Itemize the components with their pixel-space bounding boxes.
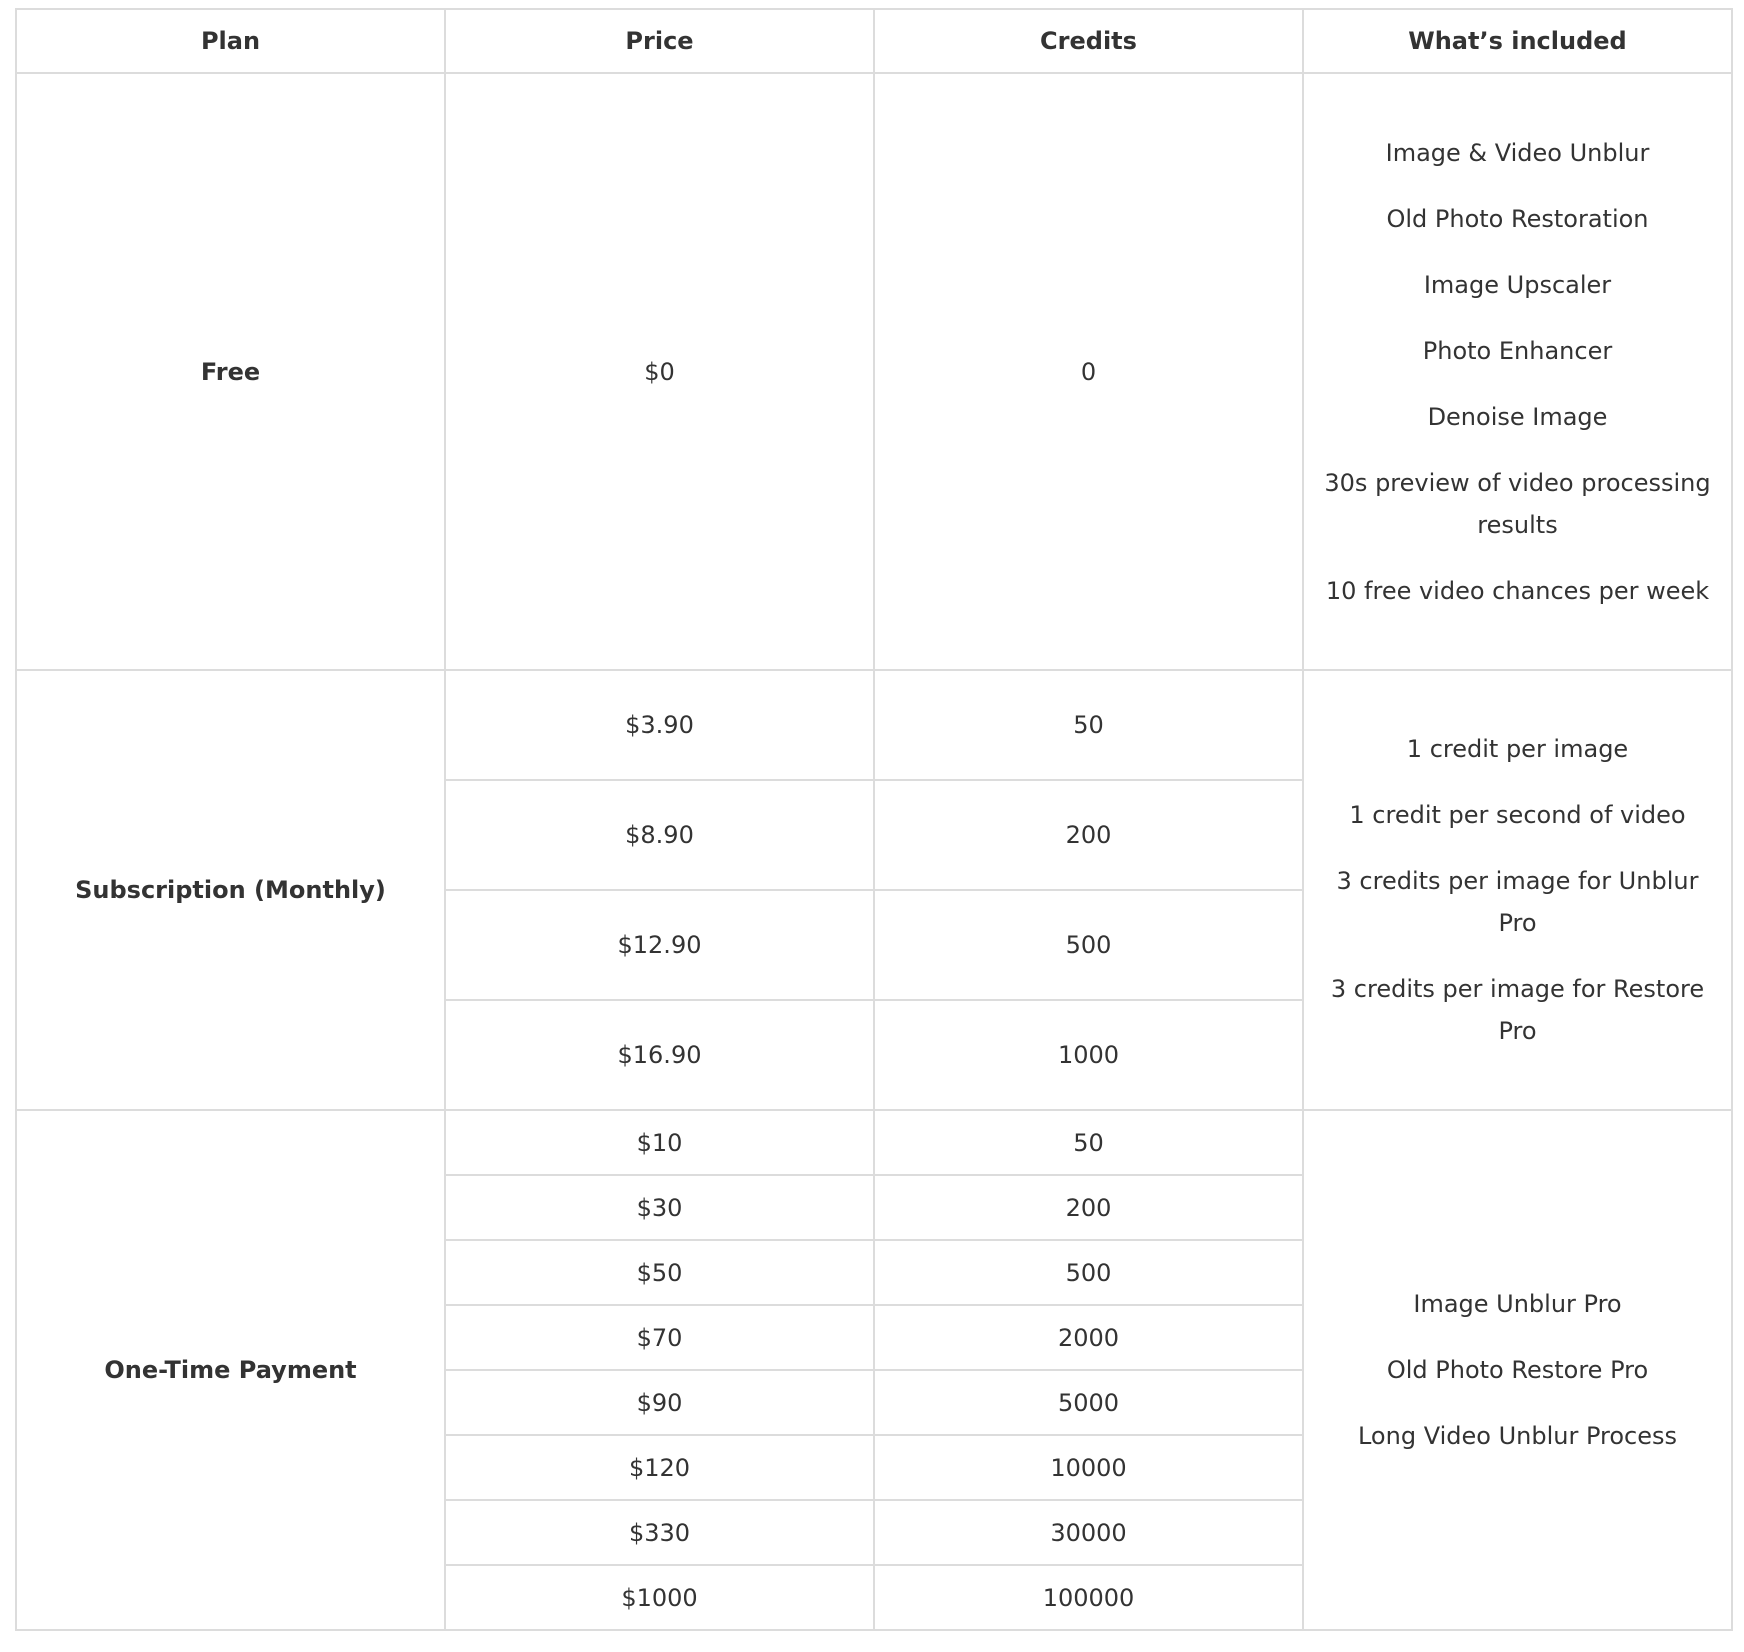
credits: 2000 (874, 1305, 1303, 1370)
included-features (1303, 73, 1732, 670)
feature-item: 10 free video chances per week (1325, 576, 1710, 605)
feature-item: Denoise Image (1427, 402, 1608, 431)
price: $70 (445, 1305, 874, 1370)
price: $90 (445, 1370, 874, 1435)
feature-item: 1 credit per image (1406, 735, 1629, 763)
price: $330 (445, 1500, 874, 1565)
price: $8.90 (445, 780, 874, 890)
credits: 10000 (874, 1435, 1303, 1500)
feature-item: Image Unblur Pro (1413, 1290, 1622, 1318)
price: $50 (445, 1240, 874, 1305)
plan-name: One-Time Payment (16, 1110, 445, 1630)
included-features (1303, 1110, 1732, 1630)
credits: 100000 (874, 1565, 1303, 1630)
feature-item: 1 credit per second of video (1349, 801, 1686, 829)
feature-item: Old Photo Restoration (1386, 204, 1649, 233)
feature-item: 3 credits per image for Unblur Pro (1336, 867, 1699, 937)
price: $1000 (445, 1565, 874, 1630)
header-price: Price (445, 9, 874, 73)
price: $16.90 (445, 1000, 874, 1110)
table-row (16, 73, 1732, 670)
feature-item: Photo Enhancer (1422, 336, 1613, 365)
price: $10 (445, 1110, 874, 1175)
feature-item: 30s preview of video processing results (1324, 468, 1711, 539)
header-plan: Plan (16, 9, 445, 73)
feature-item: Image & Video Unblur (1385, 138, 1650, 167)
table-row (16, 670, 1732, 780)
credits: 1000 (874, 1000, 1303, 1110)
credits: 500 (874, 890, 1303, 1000)
price: $3.90 (445, 670, 874, 780)
plan-name: Subscription (Monthly) (16, 670, 445, 1110)
feature-item: Old Photo Restore Pro (1386, 1356, 1649, 1384)
header-credits: Credits (874, 9, 1303, 73)
credits: 500 (874, 1240, 1303, 1305)
credits: 50 (874, 670, 1303, 780)
feature-item: Long Video Unblur Process (1357, 1422, 1677, 1450)
pricing-table (15, 8, 1733, 1631)
credits: 0 (874, 73, 1303, 670)
price: $0 (445, 73, 874, 670)
credits: 50 (874, 1110, 1303, 1175)
credits: 200 (874, 780, 1303, 890)
credits: 30000 (874, 1500, 1303, 1565)
header-included: What’s included (1303, 9, 1732, 73)
feature-item: Image Upscaler (1423, 270, 1612, 299)
price: $30 (445, 1175, 874, 1240)
price: $12.90 (445, 890, 874, 1000)
table-row (16, 1110, 1732, 1175)
price: $120 (445, 1435, 874, 1500)
header-row (16, 9, 1732, 73)
feature-item: 3 credits per image for Restore Pro (1330, 975, 1705, 1045)
credits: 5000 (874, 1370, 1303, 1435)
plan-name: Free (16, 73, 445, 670)
included-features (1303, 670, 1732, 1110)
credits: 200 (874, 1175, 1303, 1240)
